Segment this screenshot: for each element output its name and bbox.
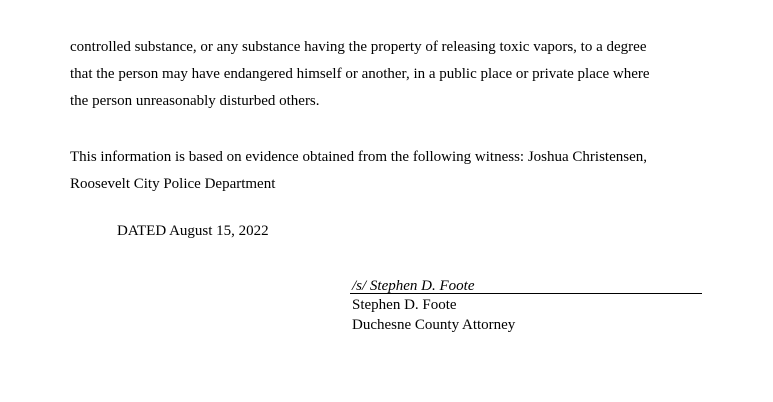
paragraph-2-line-1: This information is based on evidence obtained from the following witness: Joshua Christensen, — [70, 149, 647, 165]
paragraph-2-line-2: Roosevelt City Police Department — [70, 176, 276, 192]
electronic-signature: /s/ Stephen D. Foote — [352, 278, 475, 294]
signer-name: Stephen D. Foote — [352, 297, 457, 313]
dated-line: DATED August 15, 2022 — [117, 223, 269, 239]
paragraph-1-line-3: the person unreasonably disturbed others. — [70, 93, 320, 109]
signer-title: Duchesne County Attorney — [352, 317, 516, 333]
paragraph-1-line-2: that the person may have endangered himself or another, in a public place or private place where — [70, 66, 650, 82]
signature-line — [350, 293, 702, 294]
paragraph-1-line-1: controlled substance, or any substance having the property of releasing toxic vapors, to a degree — [70, 39, 647, 55]
